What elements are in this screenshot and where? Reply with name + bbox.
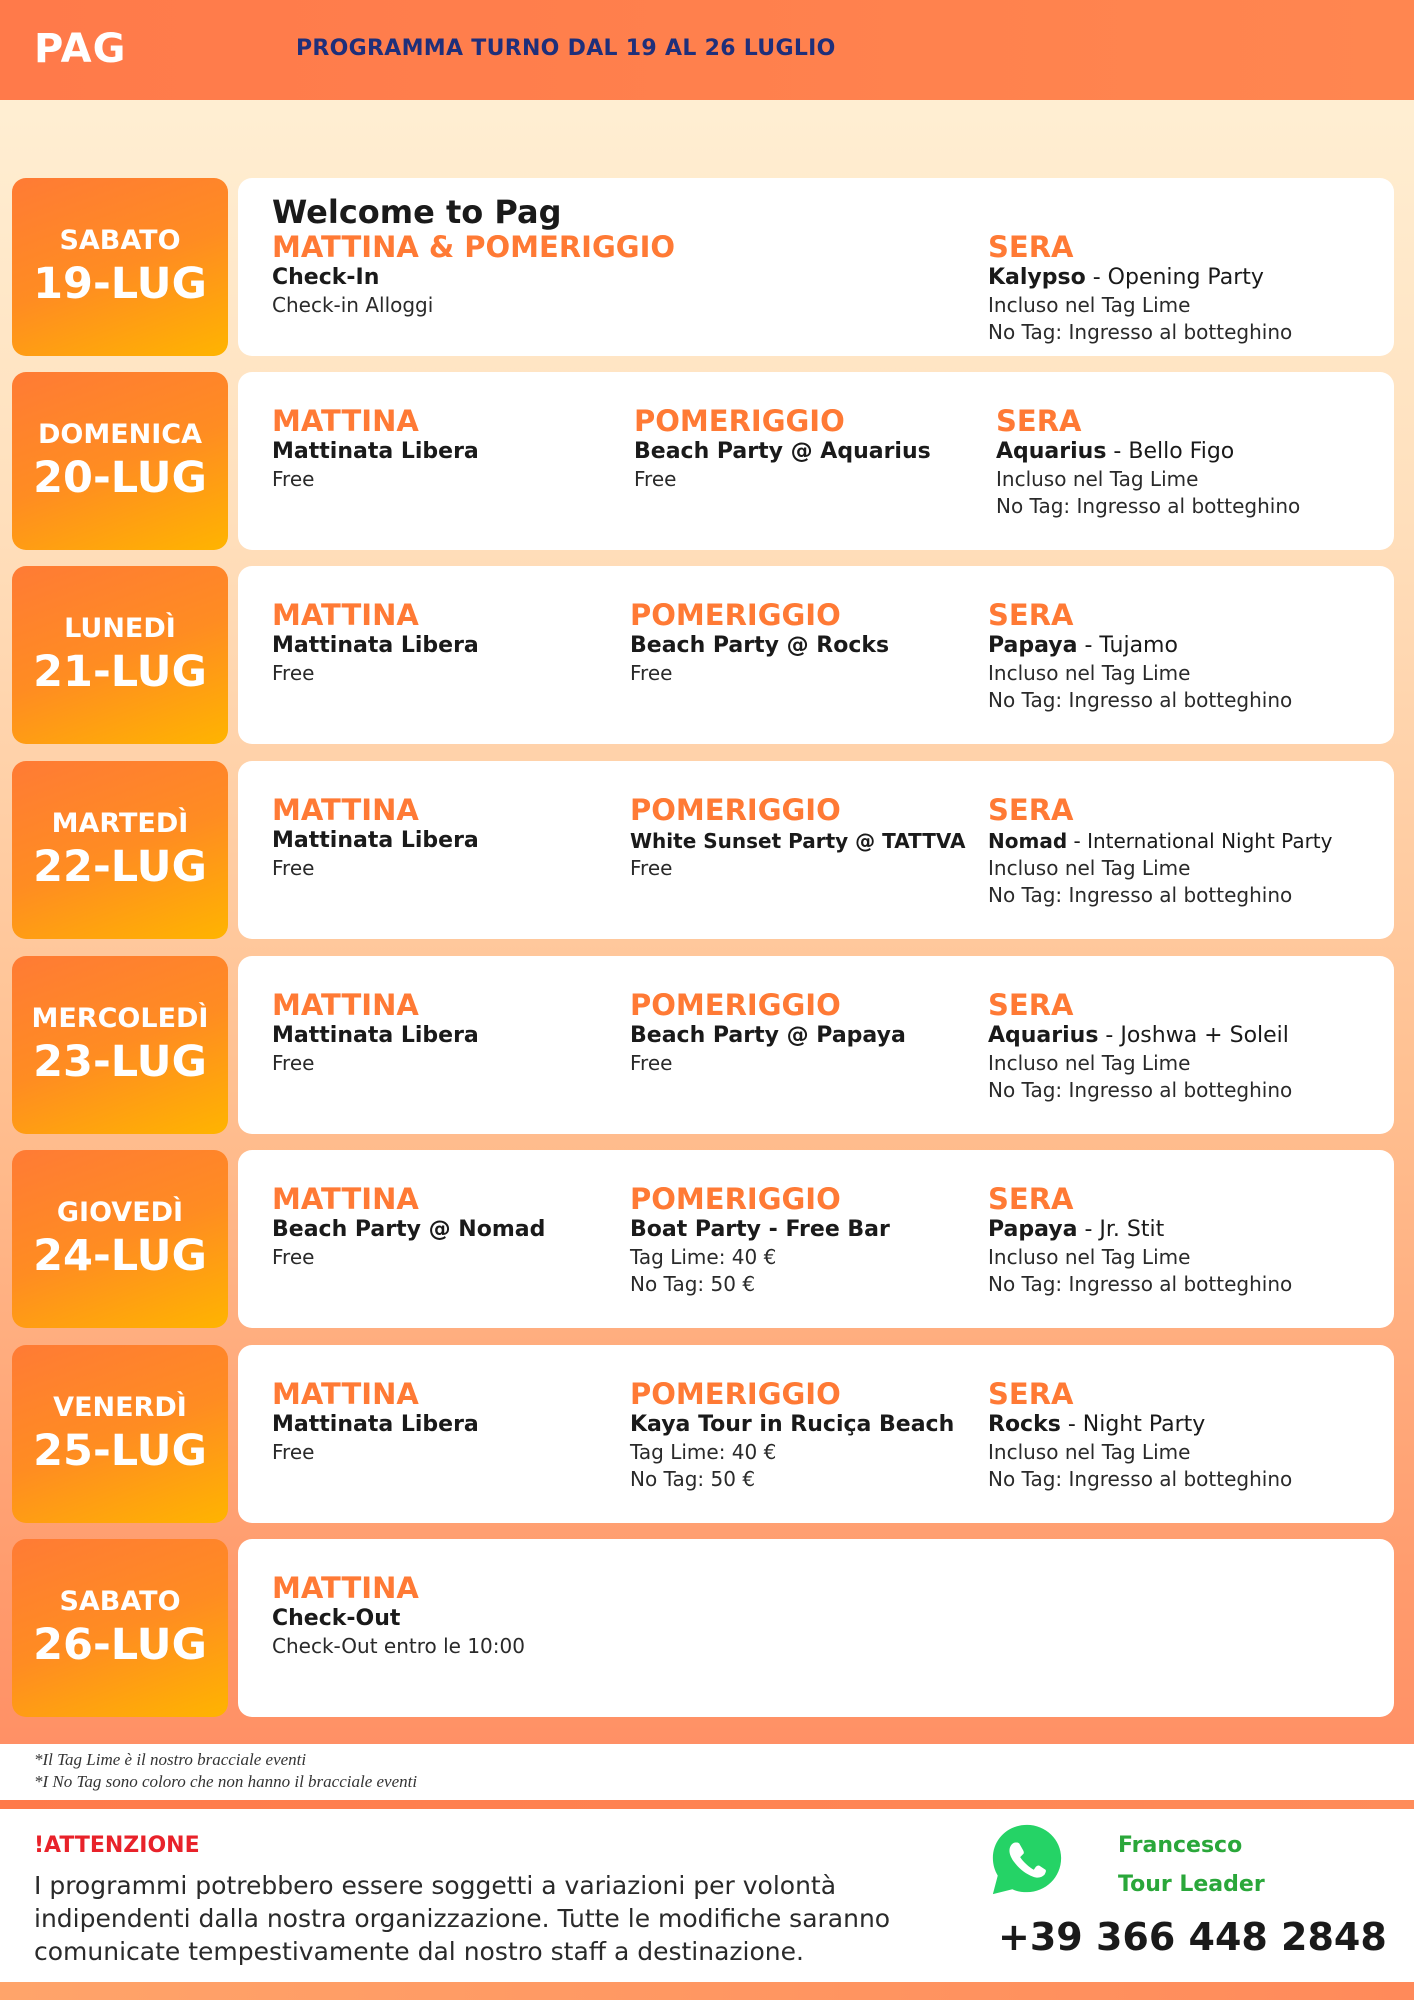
slot-detail: Incluso nel Tag Lime <box>988 661 1191 685</box>
footnotes <box>0 1744 1414 1800</box>
day-badge <box>12 1150 228 1328</box>
slot-title <box>988 1216 1292 1244</box>
day-row <box>12 761 1394 939</box>
slot-detail: Free <box>272 1051 315 1075</box>
slot-title: Beach Party @ Rocks <box>630 633 890 658</box>
slot-heading: MATTINA <box>272 404 419 438</box>
slot-detail: No Tag: Ingresso al botteghino <box>988 320 1293 344</box>
day-row <box>12 1345 1394 1523</box>
mattina-slot <box>272 793 479 882</box>
day-card <box>238 1345 1394 1523</box>
slot-heading: SERA <box>996 404 1082 438</box>
pomeriggio-slot <box>634 404 931 493</box>
slot-detail: Free <box>272 1245 315 1269</box>
event-name: - Tujamo <box>1077 633 1178 658</box>
slot-title <box>988 827 1332 855</box>
slot-detail: Free <box>272 856 315 880</box>
day-of-week: LUNEDÌ <box>64 613 176 644</box>
slot-title: Check-In <box>272 265 380 290</box>
day-of-week: SABATO <box>59 1586 181 1617</box>
mattina-pomeriggio-slot <box>272 230 675 319</box>
warning-text: I programmi potrebbero essere soggetti a variazioni per volontà indipendenti dalla nostra organizzazione. Tutte le modifiche saranno comunicate tempestivamente dal nostro staff a destinazione. <box>34 1871 891 1966</box>
slot-detail: Free <box>630 856 673 880</box>
day-date: 21-LUG <box>33 647 207 697</box>
sera-slot <box>996 404 1300 520</box>
slot-detail: Incluso nel Tag Lime <box>988 1245 1191 1269</box>
day-date: 24-LUG <box>33 1231 207 1281</box>
slot-detail: No Tag: Ingresso al botteghino <box>996 494 1301 518</box>
event-name: - Joshwa + Soleil <box>1098 1023 1289 1048</box>
mattina-slot <box>272 1182 545 1271</box>
slot-title: Kaya Tour in Ruciça Beach <box>630 1412 955 1437</box>
slot-heading: POMERIGGIO <box>630 793 841 827</box>
mattina-slot <box>272 598 479 687</box>
sera-slot <box>988 230 1292 346</box>
slot-heading: MATTINA <box>272 1182 419 1216</box>
event-name: - Opening Party <box>1085 265 1264 290</box>
slot-detail: Free <box>272 661 315 685</box>
mattina-slot <box>272 1571 525 1660</box>
footnote-no-tag: *I No Tag sono coloro che non hanno il bracciale eventi <box>34 1772 418 1791</box>
slot-title: Mattinata Libera <box>272 1412 479 1437</box>
pomeriggio-slot <box>630 793 965 882</box>
slot-detail: Free <box>272 1440 315 1464</box>
slot-detail: No Tag: 50 € <box>630 1272 756 1296</box>
slot-detail: Check-Out entro le 10:00 <box>272 1634 525 1658</box>
slot-heading: MATTINA <box>272 598 419 632</box>
day-row <box>12 1150 1394 1328</box>
day-date: 22-LUG <box>33 842 207 892</box>
day-card <box>238 566 1394 744</box>
slot-title <box>988 1022 1292 1050</box>
sera-slot <box>988 598 1292 714</box>
day-card <box>238 178 1394 356</box>
mattina-slot <box>272 1377 479 1466</box>
day-card <box>238 372 1394 550</box>
sera-slot <box>988 1182 1292 1298</box>
venue-name: Papaya <box>988 1217 1078 1242</box>
venue-name: Papaya <box>988 633 1078 658</box>
phone-number[interactable]: +39 366 448 2848 <box>998 1915 1387 1959</box>
slot-detail: No Tag: Ingresso al botteghino <box>988 1078 1293 1102</box>
slot-detail: No Tag: Ingresso al botteghino <box>988 688 1293 712</box>
slot-detail: Free <box>630 661 673 685</box>
day-of-week: SABATO <box>59 225 181 256</box>
day-date: 19-LUG <box>33 259 207 309</box>
day-row <box>12 372 1394 550</box>
day-row <box>12 956 1394 1134</box>
divider <box>0 1800 1414 1809</box>
footer <box>0 1809 1414 1982</box>
welcome-title: Welcome to Pag <box>272 193 562 231</box>
sera-slot <box>988 988 1292 1104</box>
day-date: 23-LUG <box>33 1037 207 1087</box>
venue-name: Rocks <box>988 1412 1061 1437</box>
day-badge <box>12 761 228 939</box>
slot-title: Mattinata Libera <box>272 828 479 853</box>
slot-title: Check-Out <box>272 1606 401 1631</box>
day-row <box>12 1539 1394 1717</box>
day-card <box>238 1150 1394 1328</box>
day-badge <box>12 566 228 744</box>
slot-heading: SERA <box>988 988 1074 1022</box>
day-badge <box>12 956 228 1134</box>
pomeriggio-slot <box>630 598 889 687</box>
slot-detail: No Tag: Ingresso al botteghino <box>988 1467 1293 1491</box>
day-of-week: VENERDÌ <box>53 1392 187 1423</box>
venue-name: Nomad <box>988 829 1068 853</box>
mattina-slot <box>272 988 479 1077</box>
slot-heading: SERA <box>988 230 1074 264</box>
day-of-week: MERCOLEDÌ <box>31 1003 209 1034</box>
slot-title: Mattinata Libera <box>272 439 479 464</box>
day-date: 20-LUG <box>33 453 207 503</box>
slot-detail: No Tag: Ingresso al botteghino <box>988 1272 1293 1296</box>
slot-heading: SERA <box>988 1182 1074 1216</box>
slot-heading: POMERIGGIO <box>634 404 845 438</box>
slot-heading: MATTINA <box>272 1571 419 1605</box>
slot-detail: Incluso nel Tag Lime <box>988 856 1191 880</box>
slot-heading: POMERIGGIO <box>630 1377 841 1411</box>
slot-title <box>988 1411 1292 1439</box>
day-badge <box>12 1345 228 1523</box>
day-date: 25-LUG <box>33 1426 207 1476</box>
sera-slot <box>988 793 1332 909</box>
day-of-week: DOMENICA <box>37 419 203 450</box>
day-card <box>238 1539 1394 1717</box>
mattina-slot <box>272 404 479 493</box>
event-name: - International Night Party <box>1067 829 1333 853</box>
program-subtitle: PROGRAMMA TURNO DAL 19 AL 26 LUGLIO <box>296 36 836 61</box>
contact-name: Francesco <box>1118 1833 1243 1858</box>
slot-title: Mattinata Libera <box>272 1023 479 1048</box>
brand-title: PAG <box>34 26 127 72</box>
slot-title: Beach Party @ Papaya <box>630 1023 906 1048</box>
slot-title: Beach Party @ Aquarius <box>634 439 931 464</box>
slot-heading: MATTINA <box>272 793 419 827</box>
pomeriggio-slot <box>630 1182 890 1298</box>
slot-detail: Incluso nel Tag Lime <box>996 467 1199 491</box>
slot-detail: Free <box>634 467 677 491</box>
sera-slot <box>988 1377 1292 1493</box>
slot-heading: SERA <box>988 598 1074 632</box>
slot-title <box>988 632 1292 660</box>
slot-detail: Incluso nel Tag Lime <box>988 1440 1191 1464</box>
whatsapp-icon[interactable] <box>988 1821 1066 1899</box>
slot-title: Boat Party - Free Bar <box>630 1217 890 1242</box>
slot-detail: Incluso nel Tag Lime <box>988 1051 1191 1075</box>
slot-heading: POMERIGGIO <box>630 988 841 1022</box>
slot-title: White Sunset Party @ TATTVA <box>630 829 966 853</box>
pomeriggio-slot <box>630 988 906 1077</box>
event-name: - Bello Figo <box>1106 439 1235 464</box>
day-date: 26-LUG <box>33 1620 207 1670</box>
day-badge <box>12 1539 228 1717</box>
venue-name: Aquarius <box>996 439 1107 464</box>
day-row <box>12 566 1394 744</box>
slot-detail: No Tag: 50 € <box>630 1467 756 1491</box>
slot-heading: SERA <box>988 1377 1074 1411</box>
slot-heading: POMERIGGIO <box>630 598 841 632</box>
warning-title: !ATTENZIONE <box>34 1833 200 1858</box>
event-name: - Jr. Stit <box>1077 1217 1165 1242</box>
venue-name: Kalypso <box>988 265 1086 290</box>
slot-heading: MATTINA <box>272 988 419 1022</box>
slot-heading: MATTINA <box>272 1377 419 1411</box>
slot-detail: Free <box>630 1051 673 1075</box>
day-of-week: GIOVEDÌ <box>56 1197 184 1228</box>
day-card <box>238 956 1394 1134</box>
day-card <box>238 761 1394 939</box>
bottom-strip <box>0 1982 1414 2000</box>
slot-title: Mattinata Libera <box>272 633 479 658</box>
slot-heading: POMERIGGIO <box>630 1182 841 1216</box>
slot-detail: No Tag: Ingresso al botteghino <box>988 883 1293 907</box>
slot-detail: Incluso nel Tag Lime <box>988 293 1191 317</box>
slot-detail: Check-in Alloggi <box>272 293 434 317</box>
slot-heading: SERA <box>988 793 1074 827</box>
event-name: - Night Party <box>1060 1412 1206 1437</box>
footnote-tag-lime: *Il Tag Lime è il nostro bracciale eventi <box>34 1750 307 1769</box>
slot-detail: Tag Lime: 40 € <box>630 1440 777 1464</box>
slot-title: Beach Party @ Nomad <box>272 1217 546 1242</box>
top-header <box>0 0 1414 100</box>
pomeriggio-slot <box>630 1377 954 1493</box>
day-of-week: MARTEDÌ <box>51 808 189 839</box>
contact-role: Tour Leader <box>1118 1872 1265 1897</box>
slot-detail: Free <box>272 467 315 491</box>
day-badge <box>12 372 228 550</box>
slot-title <box>988 264 1292 292</box>
slot-detail: Tag Lime: 40 € <box>630 1245 777 1269</box>
slot-title <box>996 438 1300 466</box>
day-badge <box>12 178 228 356</box>
venue-name: Aquarius <box>988 1023 1099 1048</box>
slot-heading: MATTINA & POMERIGGIO <box>272 230 676 264</box>
day-row <box>12 178 1394 356</box>
